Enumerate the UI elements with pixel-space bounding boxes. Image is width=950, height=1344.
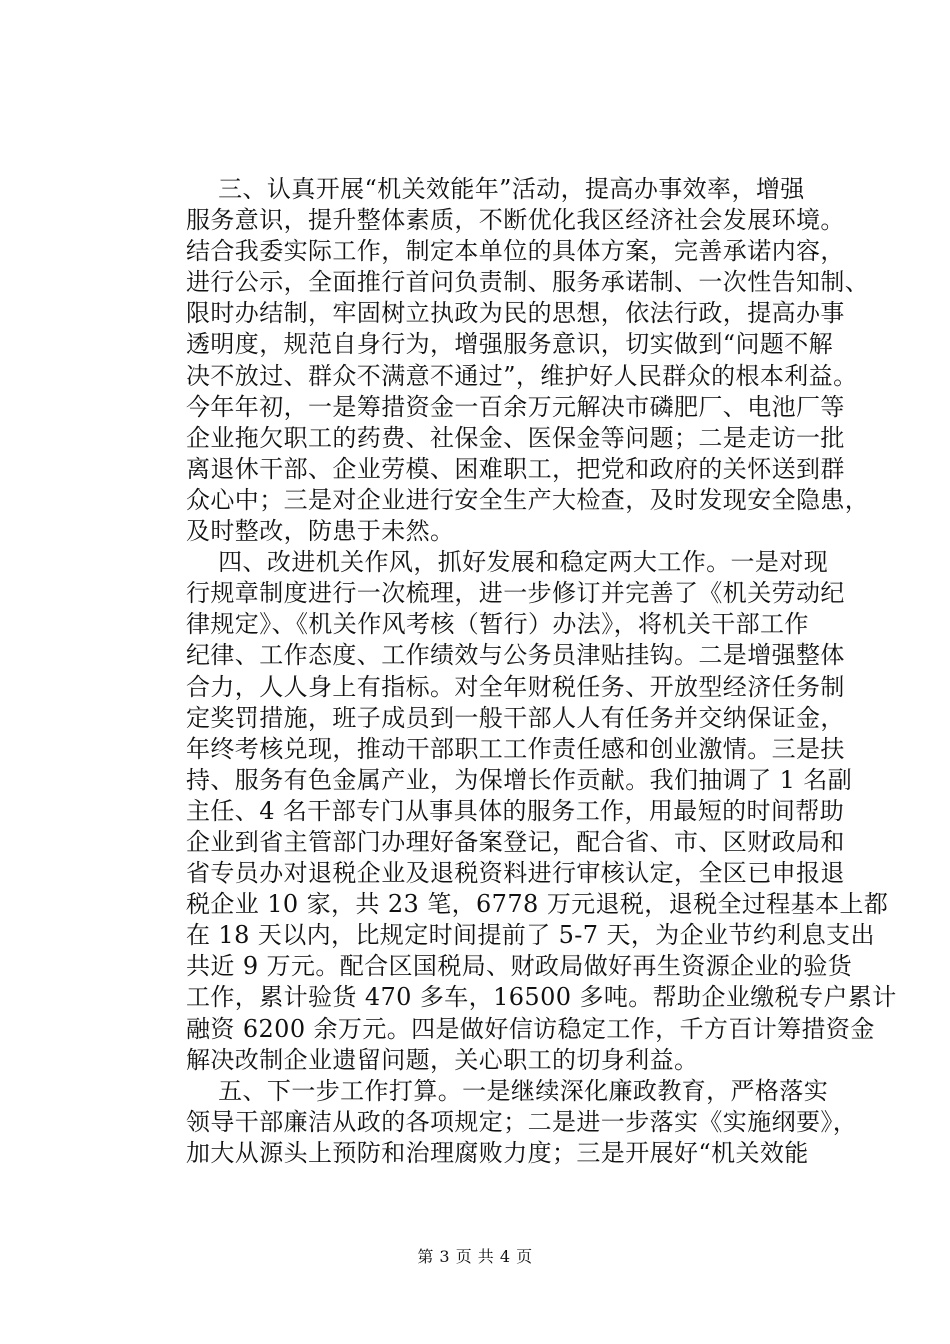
text-line: 律规定》、《机关作风考核（暂行）办法》，将机关干部工作 — [186, 610, 809, 639]
text-line: 税企业 10 家，共 23 笔，6778 万元退税，退税全过程基本上都 — [186, 890, 889, 919]
text-line: 进行公示，全面推行首问负责制、服务承诺制、一次性告知制、 — [186, 268, 870, 297]
text-line: 五、下一步工作打算。一是继续深化廉政教育，严格落实 — [186, 1076, 829, 1105]
text-line: 省专员办对退税企业及退税资料进行审核认定，全区已申报退 — [186, 859, 845, 888]
text-line: 结合我委实际工作，制定本单位的具体方案，完善承诺内容， — [186, 237, 845, 266]
text-line: 行规章制度进行一次梳理，进一步修订并完善了《机关劳动纪 — [186, 579, 845, 608]
text-line: 融资 6200 余万元。四是做好信访稳定工作，千方百计筹措资金 — [186, 1014, 875, 1043]
text-line: 企业拖欠职工的药费、社保金、医保金等问题；二是走访一批 — [186, 423, 845, 452]
text-line: 决不放过、群众不满意不通过”，维护好人民群众的根本利益。 — [186, 361, 858, 390]
text-line: 持、服务有色金属产业，为保增长作贡献。我们抽调了 1 名副 — [186, 765, 853, 794]
text-line: 年终考核兑现，推动干部职工工作责任感和创业激情。三是扶 — [186, 734, 845, 763]
text-line: 限时办结制，牢固树立执政为民的思想，依法行政，提高办事 — [186, 299, 845, 328]
text-line: 众心中；三是对企业进行安全生产大检查，及时发现安全隐患， — [186, 485, 870, 514]
text-line: 及时整改，防患于未然。 — [186, 517, 455, 546]
text-line: 共近 9 万元。配合区国税局、财政局做好再生资源企业的验货 — [186, 952, 853, 981]
body-text — [186, 174, 897, 1169]
text-line: 领导干部廉洁从政的各项规定；二是进一步落实《实施纲要》， — [186, 1107, 858, 1136]
text-line: 定奖罚措施，班子成员到一般干部人人有任务并交纳保证金， — [186, 703, 845, 732]
text-line: 解决改制企业遗留问题，关心职工的切身利益。 — [186, 1045, 699, 1074]
text-line: 透明度，规范自身行为，增强服务意识，切实做到“问题不解 — [186, 330, 834, 359]
text-line: 企业到省主管部门办理好备案登记，配合省、市、区财政局和 — [186, 827, 845, 856]
text-line: 加大从源头上预防和治理腐败力度；三是开展好“机关效能 — [186, 1138, 809, 1167]
text-line: 工作，累计验货 470 多车，16500 多吨。帮助企业缴税专户累计 — [186, 983, 897, 1012]
page-number-footer: 第 3 页 共 4 页 — [417, 1247, 533, 1266]
text-line: 今年年初，一是筹措资金一百余万元解决市磷肥厂、电池厂等 — [186, 392, 845, 421]
text-line: 服务意识，提升整体素质，不断优化我区经济社会发展环境。 — [186, 206, 845, 235]
text-line: 主任、4 名干部专门从事具体的服务工作，用最短的时间帮助 — [186, 796, 845, 825]
text-line: 纪律、工作态度、工作绩效与公务员津贴挂钩。二是增强整体 — [186, 641, 845, 670]
text-line: 合力，人人身上有指标。对全年财税任务、开放型经济任务制 — [186, 672, 845, 701]
text-line: 三、认真开展“机关效能年”活动，提高办事效率，增强 — [186, 175, 805, 203]
text-line: 在 18 天以内，比规定时间提前了 5-7 天，为企业节约利息支出 — [186, 921, 875, 950]
text-line: 离退休干部、企业劳模、困难职工，把党和政府的关怀送到群 — [186, 454, 845, 483]
text-line: 四、改进机关作风，抓好发展和稳定两大工作。一是对现 — [186, 548, 829, 577]
